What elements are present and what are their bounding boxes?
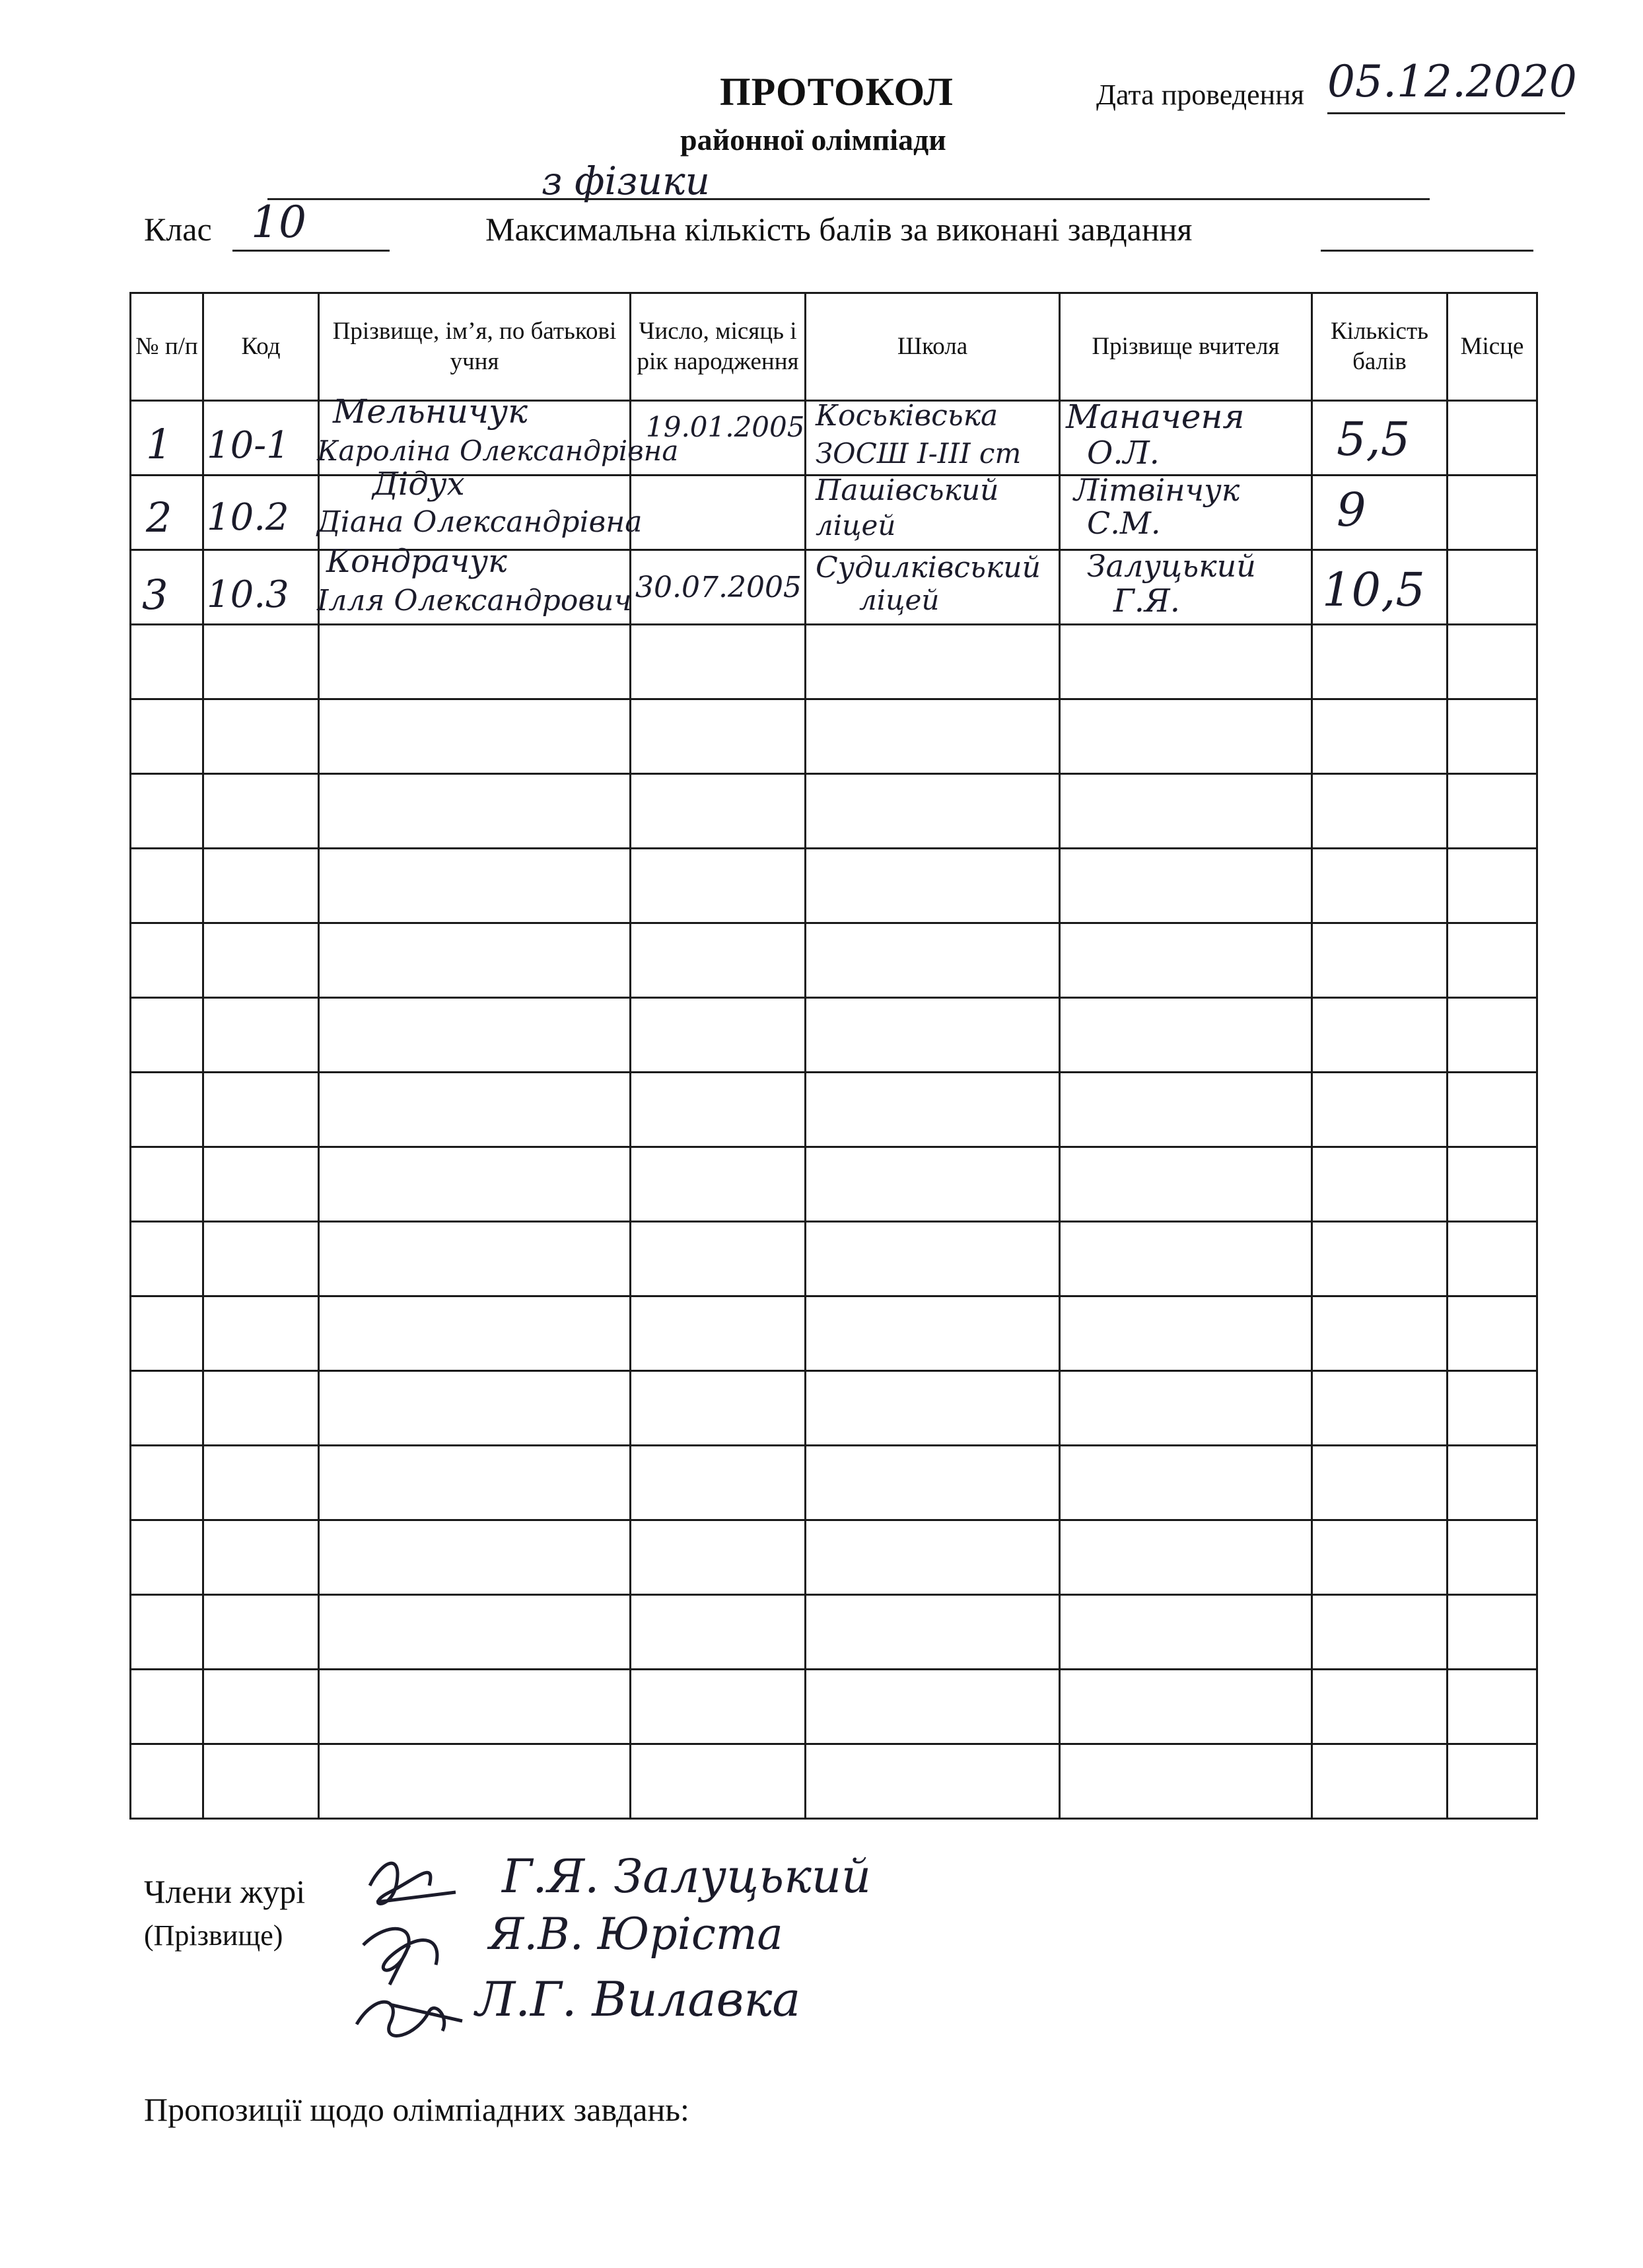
cell-number: [131, 923, 203, 998]
empty-table-row: [131, 1371, 1537, 1446]
cell-number: [131, 1744, 203, 1819]
cell-code: [203, 476, 319, 550]
school-line-2: ЗОСШ I-III ст: [816, 437, 1022, 470]
cell-number: [131, 1595, 203, 1670]
subject-underline: [267, 198, 1430, 200]
birth-date: 19.01.2005: [646, 411, 805, 443]
teacher-surname: Залуцький: [1087, 548, 1256, 584]
cell-birth: [631, 1670, 806, 1744]
cell-number: [131, 1296, 203, 1371]
cell-number: [131, 1520, 203, 1595]
empty-table-row: [131, 1296, 1537, 1371]
cell-place: [1448, 1073, 1537, 1147]
cell-number: [131, 401, 203, 476]
cell-school: [806, 849, 1060, 923]
cell-school: [806, 1670, 1060, 1744]
jury-member-3: Л.Г. Вилавка: [475, 1971, 801, 2027]
cell-name: [319, 1744, 631, 1819]
cell-code: [203, 1595, 319, 1670]
cell-score: [1312, 1446, 1448, 1520]
col-header-code: Код: [203, 293, 319, 401]
col-header-teacher: Прізвище вчителя: [1060, 293, 1312, 401]
cell-teacher: [1060, 1147, 1312, 1222]
school-line-1: Коськiвська: [816, 399, 998, 433]
cell-score: [1312, 1744, 1448, 1819]
cell-number: [131, 1222, 203, 1296]
cell-birth: [631, 1073, 806, 1147]
cell-score: [1312, 1296, 1448, 1371]
empty-table-row: [131, 1595, 1537, 1670]
cell-school: [806, 1371, 1060, 1446]
proposals-label: Пропозиції щодо олімпіадних завдань:: [144, 2091, 689, 2128]
cell-teacher: [1060, 1595, 1312, 1670]
cell-score: [1312, 550, 1448, 625]
cell-birth: [631, 1446, 806, 1520]
cell-score: [1312, 1222, 1448, 1296]
cell-number: [131, 1147, 203, 1222]
cell-teacher: [1060, 472, 1312, 550]
protocol-subtitle: районної олімпіади: [680, 123, 946, 157]
cell-place: [1448, 1371, 1537, 1446]
teacher-initials: О.Л.: [1087, 435, 1160, 472]
cell-teacher: [1060, 923, 1312, 998]
teacher-initials: Г.Я.: [1113, 583, 1181, 620]
cell-score: [1312, 1147, 1448, 1222]
cell-number: [131, 699, 203, 774]
student-surname: Дiдух: [372, 466, 465, 503]
cell-school: [806, 699, 1060, 774]
student-surname: Кондрачук: [326, 543, 507, 580]
empty-table-row: [131, 998, 1537, 1073]
cell-place: [1448, 550, 1537, 625]
col-header-school: Школа: [806, 293, 1060, 401]
cell-number: [131, 1073, 203, 1147]
cell-score: [1312, 849, 1448, 923]
cell-name: [319, 1222, 631, 1296]
cell-place: [1448, 849, 1537, 923]
cell-code: [203, 1073, 319, 1147]
cell-name: [319, 1446, 631, 1520]
cell-school: [806, 1296, 1060, 1371]
cell-teacher: [1060, 550, 1312, 625]
max-score-label: Максимальна кількість балів за виконані завдання: [485, 211, 1193, 248]
cell-school: [806, 1147, 1060, 1222]
class-label: Клас: [144, 211, 212, 248]
cell-place: [1448, 401, 1537, 476]
cell-birth: [631, 1371, 806, 1446]
cell-code: [203, 699, 319, 774]
subject-value: з фізики: [542, 159, 710, 203]
cell-name: [317, 392, 679, 476]
class-underline: [232, 250, 390, 252]
cell-score: [1312, 476, 1448, 550]
cell-place: [1448, 1147, 1537, 1222]
cell-place: [1448, 923, 1537, 998]
empty-table-row: [131, 625, 1537, 699]
cell-place: [1448, 998, 1537, 1073]
cell-school: [806, 923, 1060, 998]
cell-code: [203, 1222, 319, 1296]
cell-school: [806, 774, 1060, 849]
cell-school: [806, 1744, 1060, 1819]
empty-table-row: [131, 699, 1537, 774]
cell-teacher: [1060, 1371, 1312, 1446]
cell-score: [1312, 998, 1448, 1073]
cell-code: [203, 774, 319, 849]
cell-birth: [631, 476, 806, 550]
cell-birth: [631, 998, 806, 1073]
cell-name: [317, 543, 632, 625]
cell-teacher: [1060, 849, 1312, 923]
cell-name: [319, 849, 631, 923]
cell-place: [1448, 1296, 1537, 1371]
table-row: [131, 476, 1537, 550]
cell-name: [319, 774, 631, 849]
cell-school: [806, 1520, 1060, 1595]
col-header-name: Прізвище, ім’я, по батькові учня: [319, 293, 631, 401]
cell-teacher: [1060, 998, 1312, 1073]
cell-teacher: [1060, 1744, 1312, 1819]
cell-birth: [631, 1744, 806, 1819]
cell-name: [319, 998, 631, 1073]
cell-name: [319, 923, 631, 998]
cell-score: [1312, 923, 1448, 998]
cell-name: [319, 699, 631, 774]
student-surname: Мельничук: [333, 392, 528, 431]
jury-member-1: Г.Я. Залуцький: [502, 1849, 872, 1903]
cell-teacher: [1060, 1222, 1312, 1296]
score-value: 5,5: [1337, 412, 1411, 466]
cell-score: [1312, 774, 1448, 849]
cell-score: [1312, 699, 1448, 774]
table-row: [131, 550, 1537, 625]
cell-name: [319, 1296, 631, 1371]
cell-code: [203, 401, 319, 476]
cell-place: [1448, 1446, 1537, 1520]
cell-score: [1312, 401, 1448, 476]
empty-table-row: [131, 1222, 1537, 1296]
empty-table-row: [131, 1670, 1537, 1744]
cell-teacher: [1060, 1073, 1312, 1147]
date-label: Дата проведення: [1096, 79, 1304, 111]
cell-code: [203, 849, 319, 923]
cell-teacher: [1060, 398, 1312, 476]
school-line-1: Пашiвський: [816, 474, 999, 507]
cell-place: [1448, 476, 1537, 550]
cell-name: [319, 1520, 631, 1595]
cell-name: [319, 1073, 631, 1147]
cell-school: [806, 1073, 1060, 1147]
row-number: 2: [146, 493, 172, 542]
cell-score: [1312, 1371, 1448, 1446]
cell-number: [131, 998, 203, 1073]
jury-member-2: Я.В. Юрiста: [489, 1909, 783, 1960]
cell-place: [1448, 625, 1537, 699]
cell-number: [131, 1446, 203, 1520]
cell-birth: [631, 774, 806, 849]
empty-table-row: [131, 774, 1537, 849]
cell-school: [806, 625, 1060, 699]
empty-table-row: [131, 1520, 1537, 1595]
score-value: 9: [1337, 483, 1366, 537]
cell-place: [1448, 1520, 1537, 1595]
cell-code: [203, 1296, 319, 1371]
cell-code: [203, 1147, 319, 1222]
jury-label: Члени журі: [144, 1873, 306, 1910]
row-number: 1: [146, 420, 172, 468]
cell-birth: [631, 625, 806, 699]
teacher-surname: Лiтвiнчук: [1074, 472, 1240, 508]
teacher-initials: С.М.: [1087, 505, 1161, 541]
cell-school: [806, 401, 1060, 476]
cell-place: [1448, 1670, 1537, 1744]
cell-number: [131, 1670, 203, 1744]
row-code: 10.3: [207, 573, 289, 616]
cell-birth: [631, 550, 806, 625]
school-line-2: лiцей: [859, 584, 940, 616]
student-given-names: Дiана Олександрiвна: [317, 505, 643, 539]
empty-table-row: [131, 1147, 1537, 1222]
cell-school: [806, 1595, 1060, 1670]
cell-number: [131, 625, 203, 699]
cell-birth: [631, 923, 806, 998]
cell-code: [203, 1744, 319, 1819]
row-code: 10-1: [207, 424, 290, 467]
protocol-title: ПРОТОКОЛ: [720, 70, 954, 114]
birth-date: 30.07.2005: [635, 571, 802, 604]
cell-code: [203, 1371, 319, 1446]
cell-score: [1312, 625, 1448, 699]
cell-birth: [631, 1595, 806, 1670]
student-given-names: Каролiна Олександрiвна: [317, 435, 679, 467]
jury-signatures-image: [350, 1846, 475, 2051]
jury-sublabel: (Прізвище): [144, 1919, 283, 1952]
cell-birth: [631, 1296, 806, 1371]
max-score-underline: [1321, 250, 1533, 252]
cell-birth: [631, 699, 806, 774]
row-code: 10.2: [207, 496, 289, 539]
cell-school: [806, 550, 1060, 625]
empty-table-row: [131, 1446, 1537, 1520]
cell-code: [203, 998, 319, 1073]
cell-name: [319, 1595, 631, 1670]
protocol-table: [129, 292, 1538, 1820]
cell-number: [131, 1371, 203, 1446]
cell-teacher: [1060, 1446, 1312, 1520]
cell-code: [203, 1520, 319, 1595]
cell-name: [319, 1147, 631, 1222]
cell-score: [1312, 1520, 1448, 1595]
teacher-surname: Маначеня: [1066, 398, 1245, 436]
cell-place: [1448, 699, 1537, 774]
col-header-birth: Число, місяць і рік народження: [631, 293, 806, 401]
cell-school: [806, 1446, 1060, 1520]
cell-birth: [631, 1520, 806, 1595]
cell-code: [203, 1446, 319, 1520]
cell-teacher: [1060, 699, 1312, 774]
cell-teacher: [1060, 1520, 1312, 1595]
school-line-2: лiцей: [816, 509, 896, 542]
cell-teacher: [1060, 625, 1312, 699]
cell-score: [1312, 1073, 1448, 1147]
cell-code: [203, 1670, 319, 1744]
empty-table-row: [131, 1073, 1537, 1147]
col-header-number: № п/п: [131, 293, 203, 401]
cell-teacher: [1060, 1296, 1312, 1371]
cell-teacher: [1060, 774, 1312, 849]
date-underline: [1327, 112, 1565, 114]
cell-code: [203, 550, 319, 625]
cell-place: [1448, 774, 1537, 849]
cell-score: [1312, 1670, 1448, 1744]
student-given-names: Iлля Олександрович: [317, 584, 632, 618]
cell-teacher: [1060, 1670, 1312, 1744]
cell-number: [131, 476, 203, 550]
empty-table-row: [131, 923, 1537, 998]
cell-number: [131, 849, 203, 923]
cell-birth: [631, 849, 806, 923]
cell-school: [806, 476, 1060, 550]
cell-code: [203, 625, 319, 699]
cell-number: [131, 774, 203, 849]
cell-birth: [631, 1222, 806, 1296]
date-value: 05.12.2020: [1327, 56, 1577, 107]
score-value: 10,5: [1322, 563, 1425, 617]
table-row: [131, 401, 1537, 476]
empty-table-row: [131, 849, 1537, 923]
cell-school: [806, 998, 1060, 1073]
cell-place: [1448, 1595, 1537, 1670]
cell-number: [131, 550, 203, 625]
cell-place: [1448, 1222, 1537, 1296]
cell-score: [1312, 1595, 1448, 1670]
class-value: 10: [251, 197, 306, 248]
cell-name: [317, 466, 643, 550]
table-header-row: [131, 293, 1537, 401]
col-header-score: Кількість балів: [1312, 293, 1448, 401]
school-line-1: Судилкiвський: [816, 551, 1041, 585]
cell-name: [319, 1371, 631, 1446]
col-header-place: Місце: [1448, 293, 1537, 401]
cell-school: [806, 1222, 1060, 1296]
cell-birth: [631, 401, 806, 476]
cell-name: [319, 1670, 631, 1744]
row-number: 3: [142, 571, 168, 619]
cell-place: [1448, 1744, 1537, 1819]
empty-table-row: [131, 1744, 1537, 1819]
cell-name: [319, 625, 631, 699]
cell-code: [203, 923, 319, 998]
cell-birth: [631, 1147, 806, 1222]
